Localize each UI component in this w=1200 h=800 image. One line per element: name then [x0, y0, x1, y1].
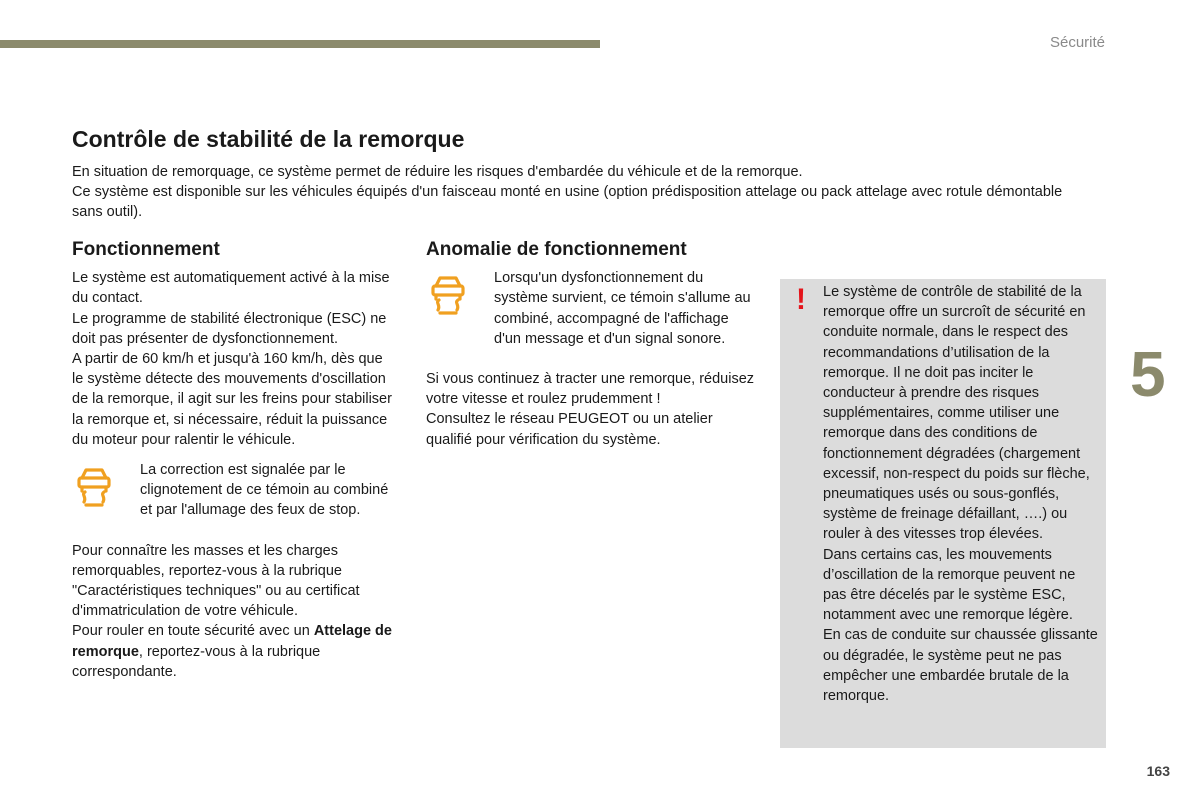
bold-text: Attelage de remorque — [72, 623, 392, 660]
paragraph: A partir de 60 km/h et jusqu'à 160 km/h, dès que le système détecte des mouvements d'oscillation de la remorque, il agit sur les freins pour stabiliser la remorque et, si nécessaire, réduit la puissance du moteur pour ralentir le véhicule. — [72, 351, 392, 448]
anomalie-heading: Anomalie de fonctionnement — [426, 239, 687, 260]
paragraph: Le système est automatiquement activé à la mise du contact. — [72, 270, 390, 307]
warning-box — [780, 279, 1106, 748]
fonctionnement-section — [72, 240, 397, 682]
chapter-number: 5 — [1130, 338, 1166, 410]
page-title: Contrôle de stabilité de la remorque — [72, 126, 465, 152]
paragraph: Le programme de stabilité électronique (ESC) ne doit pas présenter de dysfonctionnement. — [72, 310, 387, 347]
header-accent-bar — [0, 40, 600, 48]
warning-text: Le système de contrôle de stabilité de la remorque offre un surcroît de sécurité en conduite normale, dans le respect des recommandations d’utilisation de la remorque. Il ne doit pas inciter le conducteur à prendre des risques supplémentaires, comme utiliser une remorque dans des conditions de fonctionnement dégradées (chargement excessif, non-respect du poids sur flèche, pneumatiques usés ou sous-gonflés, système de freinage défaillant, ….) ou rouler à des vitesses trop élevées. Dans certains cas, les mouvements d’oscillation de la remorque peuvent ne pas être décelés par le système ESC, notamment avec une remorque légère. En cas de conduite sur chaussée glissante ou dégradée, le système peut ne pas empêcher une embardée brutale de la remorque. — [823, 284, 1098, 705]
paragraph: Pour connaître les masses et les charges remorquables, reportez-vous à la rubrique "Caractéristiques techniques" ou au certificat d'immatriculation de votre véhicule. — [72, 542, 360, 620]
indicator-note-text: Lorsqu'un dysfonctionnement du système survient, ce témoin s'allume au combiné, accompagné de l'affichage d'un message et d'un signal sonore. — [494, 270, 751, 347]
text: , reportez-vous à la rubrique correspondante. — [72, 643, 321, 680]
text: Pour rouler en toute sécurité avec un — [72, 623, 314, 640]
indicator-note — [426, 268, 756, 349]
car-skid-warning-icon — [426, 268, 494, 316]
anomalie-section — [426, 240, 756, 450]
section-label: Sécurité — [1049, 34, 1105, 51]
paragraph — [72, 621, 397, 682]
car-skid-warning-icon — [72, 460, 140, 508]
paragraph: Consultez le réseau PEUGEOT ou un atelier qualifié pour vérification du système. — [426, 411, 713, 448]
fonctionnement-heading: Fonctionnement — [72, 239, 220, 260]
indicator-note-text: La correction est signalée par le clignotement de ce témoin au combiné et par l'allumage des feux de stop. — [140, 462, 389, 519]
intro-paragraph: En situation de remorquage, ce système permet de réduire les risques d'embardée du véhicule et de la remorque. — [72, 164, 803, 180]
indicator-note — [72, 460, 397, 521]
intro — [72, 162, 1072, 223]
intro-paragraph: Ce système est disponible sur les véhicules équipés d'un faisceau monté en usine (option prédisposition attelage ou pack attelage avec rotule démontable sans outil). — [72, 184, 1063, 221]
paragraph: Si vous continuez à tracter une remorque, réduisez votre vitesse et roulez prudemment ! — [426, 371, 755, 408]
page-number: 163 — [1146, 763, 1170, 779]
exclamation-icon: ! — [796, 283, 806, 316]
